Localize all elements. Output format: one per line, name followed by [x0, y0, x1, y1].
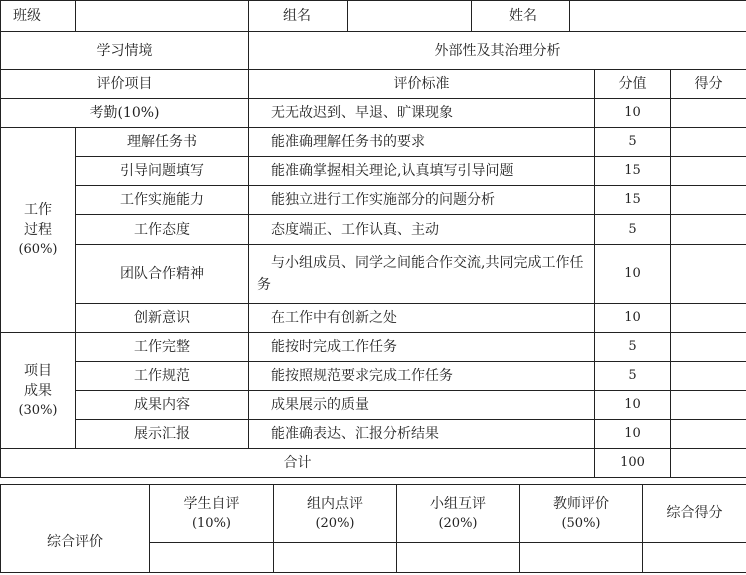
score-cell[interactable]	[671, 304, 746, 333]
points-value: 10	[595, 245, 671, 304]
item-label: 工作实施能力	[76, 186, 249, 215]
attendance-label: 考勤(10%)	[1, 99, 249, 128]
name-value-cell[interactable]	[570, 1, 746, 32]
item-label: 工作完整	[76, 333, 249, 362]
peer-eval-header: 小组互评 (20%)	[397, 485, 520, 543]
attendance-score-cell[interactable]	[671, 99, 746, 128]
table-row	[1, 362, 746, 391]
score-cell[interactable]	[671, 128, 746, 157]
table-row	[1, 304, 746, 333]
self-eval-header: 学生自评 (10%)	[150, 485, 274, 543]
item-label: 团队合作精神	[76, 245, 249, 304]
peer-eval-cell[interactable]	[397, 543, 520, 573]
points-value: 5	[595, 333, 671, 362]
group-value-cell[interactable]	[348, 1, 472, 32]
teacher-eval-cell[interactable]	[520, 543, 643, 573]
standard-text: 能准确掌握相关理论,认真填写引导问题	[249, 157, 595, 186]
score-cell[interactable]	[671, 157, 746, 186]
table-row	[1, 215, 746, 245]
summary-table	[0, 484, 746, 573]
group-label: 组名	[249, 1, 348, 32]
standard-text: 与小组成员、同学之间能合作交流,共同完成工作任务	[249, 245, 595, 304]
score-cell[interactable]	[671, 215, 746, 245]
total-row	[1, 449, 746, 478]
summary-label: 综合评价	[1, 485, 150, 573]
score-cell[interactable]	[671, 186, 746, 215]
item-label: 引导问题填写	[76, 157, 249, 186]
standard-text: 能独立进行工作实施部分的问题分析	[249, 186, 595, 215]
column-standard-header: 评价标准	[249, 70, 595, 99]
total-label: 合计	[1, 449, 595, 478]
attendance-points: 10	[595, 99, 671, 128]
table-row	[1, 333, 746, 362]
final-score-header: 综合得分	[643, 485, 746, 543]
standard-text: 在工作中有创新之处	[249, 304, 595, 333]
points-value: 10	[595, 420, 671, 449]
points-value: 5	[595, 215, 671, 245]
standard-text: 能准确理解任务书的要求	[249, 128, 595, 157]
points-value: 5	[595, 362, 671, 391]
standard-text: 成果展示的质量	[249, 391, 595, 420]
total-points: 100	[595, 449, 671, 478]
item-label: 工作规范	[76, 362, 249, 391]
points-value: 15	[595, 186, 671, 215]
table-row	[1, 128, 746, 157]
column-score-header: 得分	[671, 70, 746, 99]
final-score-cell[interactable]	[643, 543, 746, 573]
class-value-cell[interactable]	[76, 1, 249, 32]
name-label: 姓名	[472, 1, 570, 32]
section-left-label: 学习情境	[1, 32, 249, 70]
standard-text: 能按时完成工作任务	[249, 333, 595, 362]
table-row	[1, 391, 746, 420]
score-cell[interactable]	[671, 333, 746, 362]
item-label: 理解任务书	[76, 128, 249, 157]
table-row	[1, 420, 746, 449]
self-eval-cell[interactable]	[150, 543, 274, 573]
result-group-label: 项目 成果 (30%)	[1, 333, 76, 449]
table-row	[1, 245, 746, 304]
score-cell[interactable]	[671, 362, 746, 391]
column-item-header: 评价项目	[1, 70, 249, 99]
score-cell[interactable]	[671, 245, 746, 304]
summary-header-row	[1, 485, 746, 543]
attendance-standard: 无无故迟到、早退、旷课现象	[249, 99, 595, 128]
column-points-header: 分值	[595, 70, 671, 99]
item-label: 展示汇报	[76, 420, 249, 449]
score-cell[interactable]	[671, 420, 746, 449]
process-group-label: 工作 过程 (60%)	[1, 128, 76, 333]
section-title: 外部性及其治理分析	[249, 32, 746, 70]
points-value: 10	[595, 304, 671, 333]
points-value: 10	[595, 391, 671, 420]
section-row	[1, 32, 746, 70]
teacher-eval-header: 教师评价 (50%)	[520, 485, 643, 543]
group-eval-cell[interactable]	[274, 543, 397, 573]
column-header-row	[1, 70, 746, 99]
group-eval-header: 组内点评 (20%)	[274, 485, 397, 543]
item-label: 成果内容	[76, 391, 249, 420]
total-score-cell[interactable]	[671, 449, 746, 478]
standard-text: 能按照规范要求完成工作任务	[249, 362, 595, 391]
attendance-row	[1, 99, 746, 128]
table-row	[1, 157, 746, 186]
points-value: 15	[595, 157, 671, 186]
points-value: 5	[595, 128, 671, 157]
score-cell[interactable]	[671, 391, 746, 420]
item-label: 创新意识	[76, 304, 249, 333]
table-row	[1, 186, 746, 215]
item-label: 工作态度	[76, 215, 249, 245]
standard-text: 能准确表达、汇报分析结果	[249, 420, 595, 449]
header-row	[1, 1, 746, 32]
standard-text: 态度端正、工作认真、主动	[249, 215, 595, 245]
class-label: 班级	[1, 1, 76, 32]
